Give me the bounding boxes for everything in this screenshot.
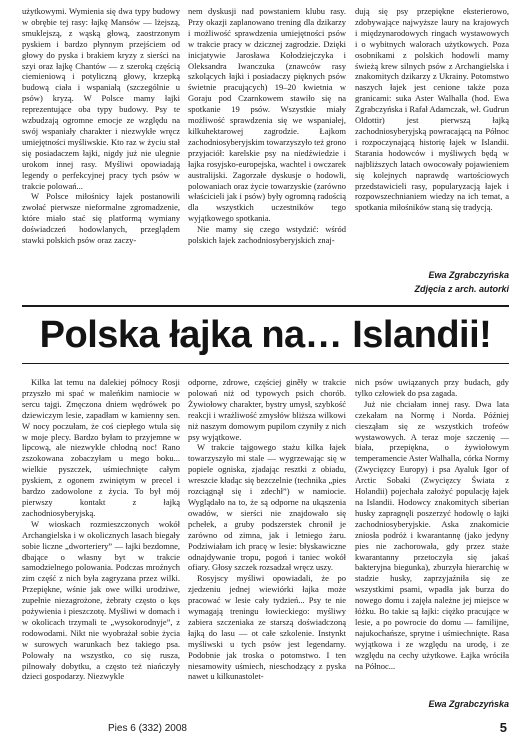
headline-rule-bottom — [22, 363, 509, 364]
main-article-author: Ewa Zgrabczyńska — [428, 699, 509, 709]
main-article-column-1 — [22, 377, 180, 711]
main-article-column-2 — [188, 377, 346, 711]
top-article-paragraph: użytkowymi. Wymienia się dwa typy budowy w obrębie tej rasy: łajkę Mansów — lżejszą, smuklejszą, z wąską głową, zaostrzonym pyskiem i bardzo płynnym przejściem od głowy do pyska i brakiem kryzy z sierści na szyi oraz łajkę Chantów — z szeroką częścią ciemieniową i potyliczną głowy, krzepką budową ciała i wspaniałą (szczególnie u psów) kryzą. W Polsce mamy łajki reprezentujące oba typy budowy. Psy te wzbudzają ogromne emocje ze względu na swój wspaniały charakter i niezwykłe wręcz umiejętności myśliwskie. Kto raz w życiu stał się posiadaczem łajki, nigdy już nie ulegnie urokom innej rasy. Myśliwi opowiadają legendy o perfekcyjnej pracy tych psów w trakcie polowań... — [22, 6, 180, 191]
main-article-paragraph: Już nie chciałam innej rasy. Dwa lata czekałam na Normę i Norda. Później ciesząłam się ze wszystkich trofeów wystawowych. A teraz moje szczenię — biała, przepiękna, o żywiołowym temperamencie Aster Walhalla, córka Normy (Zwycięzcy Europy) i psa Ayaluk Igor of Arctic Sobaki (Zwycięzcy Świata z Holandii) pojechała założyć populację łajek na Islandii. Hodowcy znakomitych siberian husky zapragnęli poszerzyć hodowlę o łajki zachodniosyberyjskie. Aska znakomicie zniosła podróż i kwarantannę (jako jedyny pies nie zachorowała, gdy przez staże kwarantanny przetoczyła się jakaś bakteryjna biegunka), zburzyła hierarchię w stadzie husky, zaprzyjaźniła się ze wszystkimi psami, wpadła jak burza do nowego domu i zajęła należne jej miejsce w łóżku. Bo takie są łajki: ciężko pracujące w lesie, a po powrocie do domu — familijne, najukochańsze, sprytne i uśmiechnięte. Rasa wyjątkowa i ze względu na urodę, i ze względu na cechy użytkowe. Łajka wróciła na Północ... — [355, 398, 509, 671]
top-article-column-3 — [355, 6, 509, 228]
photo-credit: Zdjęcia z arch. autorki — [414, 284, 509, 294]
top-article-column-1 — [22, 6, 180, 262]
top-article-paragraph: Nie mamy się czego wstydzić: wśród polskich łajek zachodniosyberyjskich znaj- — [188, 224, 346, 246]
main-article-paragraph: nich psów uwiązanych przy budach, gdy tylko człowiek do psa zagada. — [355, 377, 509, 398]
main-article-paragraph: odporne, zdrowe, częściej giněły w trakcie polowań niż od typowych psich chorób. Żywiołowy charakter, bystry umysł, szybkość reakcji i wrażliwość zmysłów bliższa wilkowi niż naszym domowym pupilom czyniły z nich psy wyjątkowe. — [188, 377, 346, 442]
page-number: 5 — [499, 720, 507, 735]
headline-rule-top — [22, 305, 509, 307]
main-article-paragraph: Kilka lat temu na dalekiej północy Rosji przyszło mi spać w maleńkim namiocie w sercu tajgi. Zmęczona dniem wędrówek po dziewiczym lesie, zapadłam w kamienny sen. W nocy poczułam, że coś ciepłego wtula się w moje plecy. Bardzo byłam to przyjemne w lipcową, ale niezwykle chłodną noc! Rano zszokowana zobaczyłam u mego boku... wielkie pyszczek, uśmiechnięte całym pyskiem, z ogonem zwiniętym w precel i bardzo zadowolone z życia. To był mój pierwszy kontakt z łajką zachodniosyberyjską. — [22, 377, 180, 518]
main-article-column-3 — [355, 377, 509, 681]
main-article-paragraph: Rosyjscy myśliwi opowiadali, że po zjedzeniu jednej wiewiórki łajka może pracować w lesie cały tydzień... Psy te nie wymagają treningu łowieckiego: myśliwy zabiera szczeniaka ze starszą doświadczoną łajką do lasu — ot całe szkolenie. Instynkt myśliwski u tych psów jest legendarny. Podobnie jak troska o potomstwo. I ten niesamowity uśmiech, nieschodzący z pyska nawet u kilkunastolet- — [188, 573, 346, 682]
top-article-paragraph: dują się psy przepiękne eksterierowo, zdobywające najwyższe laury na krajowych i międzynarodowych ringach wystawowych i o wybitnych walorach użytkowych. Poza osobnikami z polskich hodowli mamy świeżą krew silnych psów z Archangielska i znakomitych dzikarzy z Ukrainy. Potomstwo naszych łajek jest cenione także poza granicami: suka Aster Walhalla (hod. Ewa Zgrabczyńska i Rafał Adamczak, wł. Gudrun Oldottir) jest pierwszą łajką zachodniosyberyjską powracającą na Północ i rozpoczynającą historię łajek w Islandii. Starania hodowców i myśliwych będą w najbliższych latach owocowały pojawieniem się kolejnych naprawdę wartościowych przedstawicieli rasy, popularyzacją łajek i rozpowszechnianiem wiedzy na ich temat, a spotkania miłośników staną się tradycją. — [355, 6, 509, 213]
top-article-column-2 — [188, 6, 346, 298]
magazine-issue: Pies 6 (332) 2008 — [108, 723, 187, 734]
main-article-paragraph: W wioskach rozmieszczonych wokół Archangielska i w okolicznych lasach biegały sobie liczne „dworteriery” — łajki bezdomne, dbające o własny byt w trakcie samodzielnego polowania. Podczas mroźnych zim część z nich była zagryzana przez wilki. Przepiękne, wśnie jak owe wilki urodziwe, zupełnie niezagrożone, żebraty często o kęs pożywienia i pieszczotę. Myśliwi w domach i w okolicach trzymali te „wysokorodnyje”, z rodowodami. Nikt nie wyobrażał sobie życia w surowych warunkach bez takiego psa. Polowały na wszystko, co się rusza, pilnowały dobytku, a często też niańczyły dzieci gospodarzy. Niezwykle — [22, 518, 180, 682]
top-article-paragraph: W Polsce miłośnicy łajek postanowili zwołać pierwsze nieformalne zgromadzenie, które miało stać się platformą wymiany doświadczeń hodowlanych, przeglądem stawki polskich psów oraz zaczy- — [22, 191, 180, 246]
main-article-paragraph: W trakcie tajgowego stażu kilka łajek towarzyszyło mi stale — wygrzewając się w popiele ogniska, zjadając resztki z obiadu, wreszcie kładąc się bezczelnie (technika „pies rozciągnął się i zdechł”) w namiocie. Wyglądało na to, że są odporne na ukąszenia owadów, w sierści nie znajdowało się pchełek, a gruby podszerstek chronił je zarówno od zimna, jak i letniego żaru. Podziwiałam ich pracę w lesie: błyskawiczne odnajdywanie tropu, pogoń i taniec wokół ofiary. Głosy szczek rozsadzał wręcz uszy. — [188, 442, 346, 573]
top-article-author: Ewa Zgrabczyńska — [428, 270, 509, 280]
top-article-paragraph: nem dyskusji nad powstaniem klubu rasy. Przy okazji zaplanowano trening dla dzikarzy i możliwość sprawdzenia umiejętności psów w trakcie pracy w dzicznej zagrodzie. Dzięki inicjatywie Jarosława Kołodziejczyka i Oleksandra Iwanczuka (znawców rasy szkolących łajki i posiadaczy pięknych psów świetnie pracujących) 19–20 kwietnia w Goraju pod Czarnkowem stawiło się na spotkanie 19 psów. Wszystkie miały możliwość sprawdzenia się we wspaniałej, kilkuhektarowej zagrodzie. Łajkom zachodniosyberyjskim towarzyszyło też grono przyjaciół: karelskie psy na niedźwiedzie i łajka rosyjsko-europejska, wachtel i owczarek australijski. Zagorzałe dyskusje o hodowli, polowaniach oraz życie towarzyskie (zarówno właścicieli jak i psów) były ogromną radością dla wszystkich uczestników tego wyjątkowego spotkania. — [188, 6, 346, 224]
article-headline: Polska łajka na… Islandii! — [39, 314, 492, 356]
